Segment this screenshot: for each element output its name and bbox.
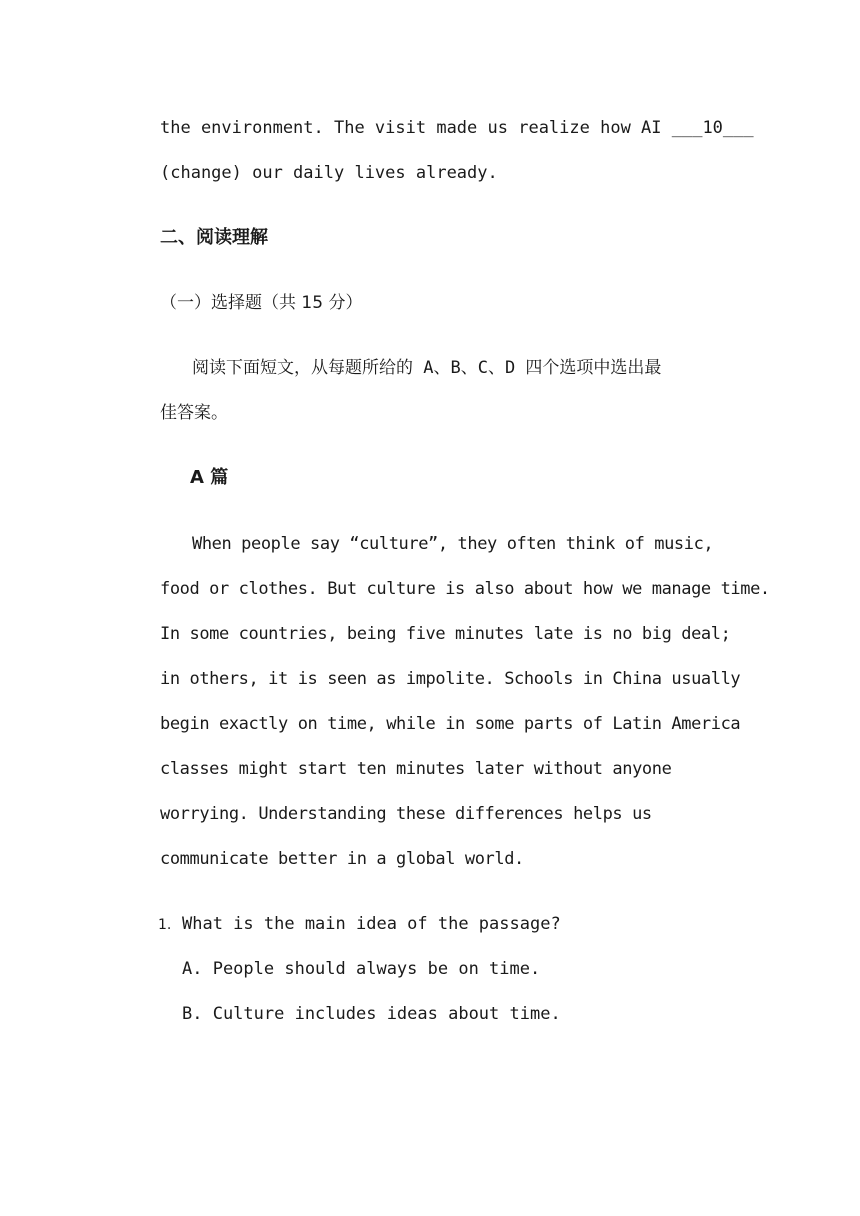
subsection-title: （一）选择题（共 15 分） (160, 293, 363, 313)
passage-line: In some countries, being five minutes late is no big deal; (160, 624, 731, 644)
option-a: A. People should always be on time. (182, 959, 541, 979)
instruction-line-1: 阅读下面短文，从每题所给的 A、B、C、D 四个选项中选出最 (192, 358, 662, 378)
passage-line: begin exactly on time, while in some parts of Latin America (160, 714, 741, 734)
passage-title: A 篇 (190, 467, 229, 488)
continuation-line-2: (change) our daily lives already. (160, 163, 498, 183)
continuation-line-1: the environment. The visit made us realize how AI ___10___ (160, 118, 754, 138)
passage-line: in others, it is seen as impolite. Schools in China usually (160, 669, 741, 689)
instruction-line-2: 佳答案。 (160, 403, 228, 423)
passage-line: communicate better in a global world. (160, 849, 524, 869)
passage-line: food or clothes. But culture is also about how we manage time. (160, 579, 770, 599)
passage-line: classes might start ten minutes later without anyone (160, 759, 672, 779)
section-title: 二、阅读理解 (160, 227, 268, 248)
passage-line: When people say “culture”, they often think of music, (192, 534, 714, 554)
passage-line: worrying. Understanding these differences helps us (160, 804, 652, 824)
option-b: B. Culture includes ideas about time. (182, 1004, 561, 1024)
question-number: 1. (158, 917, 172, 933)
question-text: What is the main idea of the passage? (182, 914, 561, 934)
